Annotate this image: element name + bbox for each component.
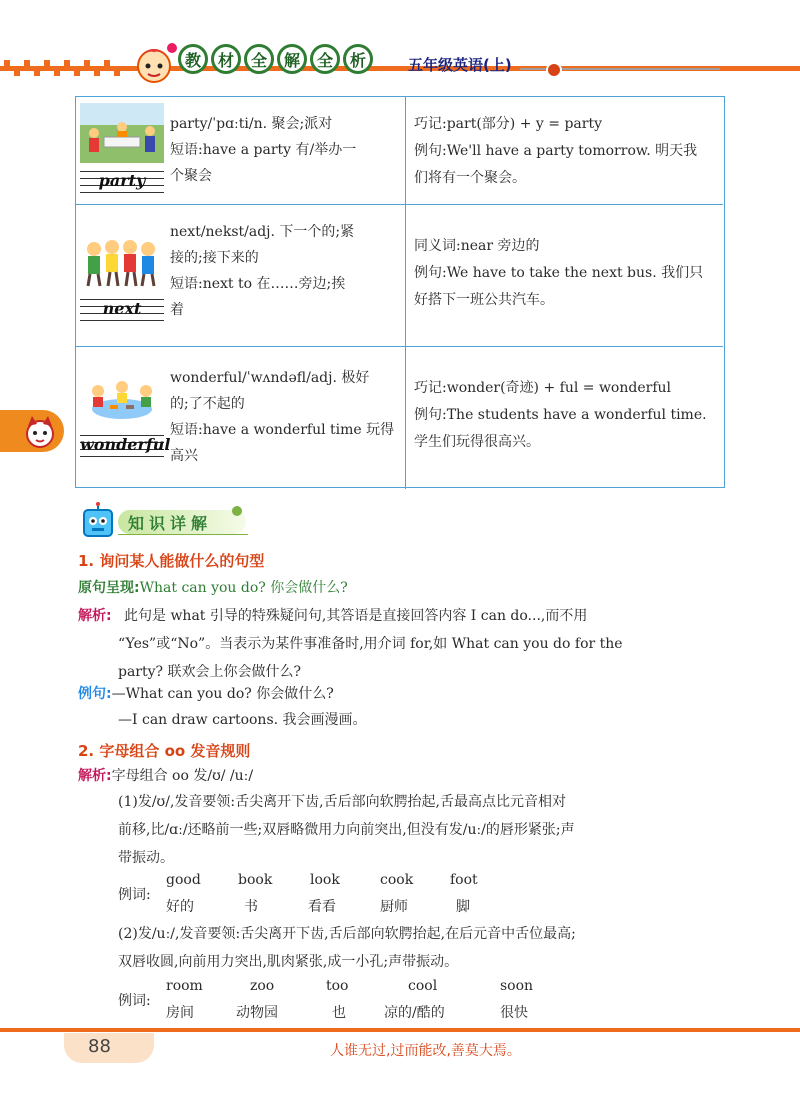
tip-line: 同义词:near 旁边的 xyxy=(414,238,540,254)
def-line: party/ˈpɑːti/n. 聚会;派对 xyxy=(170,116,333,132)
example-word-en: good xyxy=(166,872,201,888)
tip-line: 巧记:part(部分) + y = party xyxy=(414,116,602,132)
point1-heading: 1. 询问某人能做什么的句型 xyxy=(78,552,265,570)
vocab-word-cell xyxy=(76,347,406,489)
vocab-word-cell xyxy=(76,205,406,346)
title-char: 析 xyxy=(343,44,373,74)
def-line: 个聚会 xyxy=(170,168,212,184)
rule-line: 前移,比/ɑː/还略前一些;双唇略微用力向前突出,但没有发/uː/的唇形紧张;声 xyxy=(118,822,575,838)
example-words-2 xyxy=(118,976,558,1022)
vocab-row xyxy=(76,205,723,347)
example-word-en: cool xyxy=(408,978,438,994)
page-number: 88 xyxy=(88,1036,111,1057)
example-word-en: cook xyxy=(380,872,414,888)
rule-line: (1)发/ʊ/,发音要领:舌尖离开下齿,舌后部向软腭抬起,舌最高点比元音相对 xyxy=(118,794,567,810)
vocab-table xyxy=(75,96,725,488)
tip-line: 好搭下一班公共汽车。 xyxy=(414,292,554,308)
example-words-1 xyxy=(118,870,538,916)
tip-line: 例句:We'll have a party tomorrow. 明天我 xyxy=(414,143,698,159)
tip-line: 学生们玩得很高兴。 xyxy=(414,434,540,450)
def-line: 接的;接下来的 xyxy=(170,250,259,266)
vocab-word-cell xyxy=(76,97,406,204)
vocab-tip-cell xyxy=(406,97,723,204)
title-char: 解 xyxy=(277,44,307,74)
vocab-definition xyxy=(170,219,400,323)
def-line: 高兴 xyxy=(170,448,198,464)
mascot-icon xyxy=(128,38,180,90)
vocab-tip xyxy=(414,111,724,192)
def-line: 短语:next to 在……旁边;挨 xyxy=(170,276,346,292)
vocab-definition xyxy=(170,365,400,469)
point1-analysis xyxy=(124,602,724,630)
handwriting-lines xyxy=(80,297,164,321)
point1-original xyxy=(78,574,348,602)
example-word-en: room xyxy=(166,978,203,994)
analysis-intro: 字母组合 oo 发/ʊ/ /uː/ xyxy=(111,768,254,784)
vocab-word: wonderful xyxy=(80,435,171,454)
analysis-line: “Yes”或“No”。当表示为某件事准备时,用介词 for,如 What can you do for the xyxy=(118,636,623,652)
tip-line: 例句:We have to take the next bus. 我们只 xyxy=(414,265,704,281)
example-word-zh: 书 xyxy=(244,899,258,915)
title-char: 材 xyxy=(211,44,241,74)
example-word-zh: 厨师 xyxy=(380,899,408,915)
example-word-en: too xyxy=(326,978,349,994)
point2-rule1 xyxy=(118,788,730,872)
example-word-zh: 好的 xyxy=(166,899,194,915)
vocab-tip xyxy=(414,233,724,314)
point2-analysis xyxy=(78,762,253,790)
example-word-zh: 也 xyxy=(332,1005,346,1021)
example-word-zh: 动物园 xyxy=(236,1005,278,1021)
tip-line: 巧记:wonder(奇迹) + ful = wonderful xyxy=(414,380,671,396)
vocab-tip-cell xyxy=(406,205,723,346)
analysis-line: party? 联欢会上你会做什么? xyxy=(118,664,301,680)
def-line: next/nekst/adj. 下一个的;紧 xyxy=(170,224,355,240)
def-line: 着 xyxy=(170,302,184,318)
point1-analysis-cont xyxy=(118,630,728,686)
vocab-definition xyxy=(170,111,400,189)
book-title xyxy=(178,44,373,78)
robot-book-icon xyxy=(80,502,122,542)
example-line: —What can you do? 你会做什么? xyxy=(111,686,334,702)
vocab-tip xyxy=(414,375,724,456)
title-char: 全 xyxy=(310,44,340,74)
title-char: 教 xyxy=(178,44,208,74)
example-word-en: foot xyxy=(450,872,478,888)
tip-line: 们将有一个聚会。 xyxy=(414,170,526,186)
def-line: wonderful/ˈwʌndəfl/adj. 极好 xyxy=(170,370,370,386)
children-picture-icon xyxy=(80,231,164,291)
handwriting-lines xyxy=(80,433,171,457)
section-underline xyxy=(118,534,248,535)
point1-analysis-label-wrap xyxy=(78,602,112,630)
vocab-row xyxy=(76,347,723,489)
vocab-row xyxy=(76,97,723,205)
example-word-en: soon xyxy=(500,978,534,994)
title-char: 全 xyxy=(244,44,274,74)
analysis-label: 解析: xyxy=(78,768,112,784)
section-title: 知识详解 xyxy=(128,514,213,533)
def-line: 短语:have a wonderful time 玩得 xyxy=(170,422,395,438)
dinner-picture-icon xyxy=(80,371,164,431)
vocab-word: party xyxy=(98,171,146,190)
handwriting-lines xyxy=(80,169,164,193)
example-line: —I can draw cartoons. 我会画漫画。 xyxy=(118,712,367,728)
rule-line: 带振动。 xyxy=(118,850,174,866)
example-word-zh: 看看 xyxy=(308,899,336,915)
orig-label: 原句呈现: xyxy=(78,580,140,596)
vocab-word: next xyxy=(102,299,142,318)
example-word-zh: 房间 xyxy=(166,1005,194,1021)
example-label: 例句: xyxy=(78,686,112,702)
rule-line: (2)发/uː/,发音要领:舌尖离开下齿,舌后部向软腭抬起,在后元音中舌位最高; xyxy=(118,926,576,942)
point1-example xyxy=(78,680,334,708)
section-dot xyxy=(232,506,242,516)
header-dot xyxy=(546,62,562,78)
vocab-tip-cell xyxy=(406,347,723,489)
footer-quote: 人谁无过,过而能改,善莫大焉。 xyxy=(330,1043,521,1059)
tip-line: 例句:The students have a wonderful time. xyxy=(414,407,707,423)
point2-rule2 xyxy=(118,920,730,976)
def-line: 的;了不起的 xyxy=(170,396,245,412)
example-word-zh: 很快 xyxy=(500,1005,528,1021)
point2-heading: 2. 字母组合 oo 发音规则 xyxy=(78,742,251,760)
example-word-zh: 凉的/酷的 xyxy=(384,1005,445,1021)
party-picture-icon xyxy=(80,103,164,163)
def-line: 短语:have a party 有/举办一 xyxy=(170,142,357,158)
analysis-line: 此句是 what 引导的特殊疑问句,其答语是直接回答内容 I can do...,而不用 xyxy=(124,608,588,624)
example-word-en: zoo xyxy=(250,978,275,994)
book-subtitle: 五年级英语(上) xyxy=(408,56,512,74)
rule-line: 双唇收圆,向前用力突出,肌肉紧张,成一小孔;声带振动。 xyxy=(118,954,459,970)
fox-mascot-icon xyxy=(20,412,60,452)
example-word-en: book xyxy=(238,872,273,888)
example-word-en: look xyxy=(310,872,340,888)
example-word-zh: 脚 xyxy=(456,899,470,915)
example-words-label: 例词: xyxy=(118,993,151,1009)
example-words-label: 例词: xyxy=(118,887,151,903)
orig-text: What can you do? 你会做什么? xyxy=(139,580,348,596)
analysis-label: 解析: xyxy=(78,608,112,624)
footer-bar xyxy=(0,1028,800,1032)
